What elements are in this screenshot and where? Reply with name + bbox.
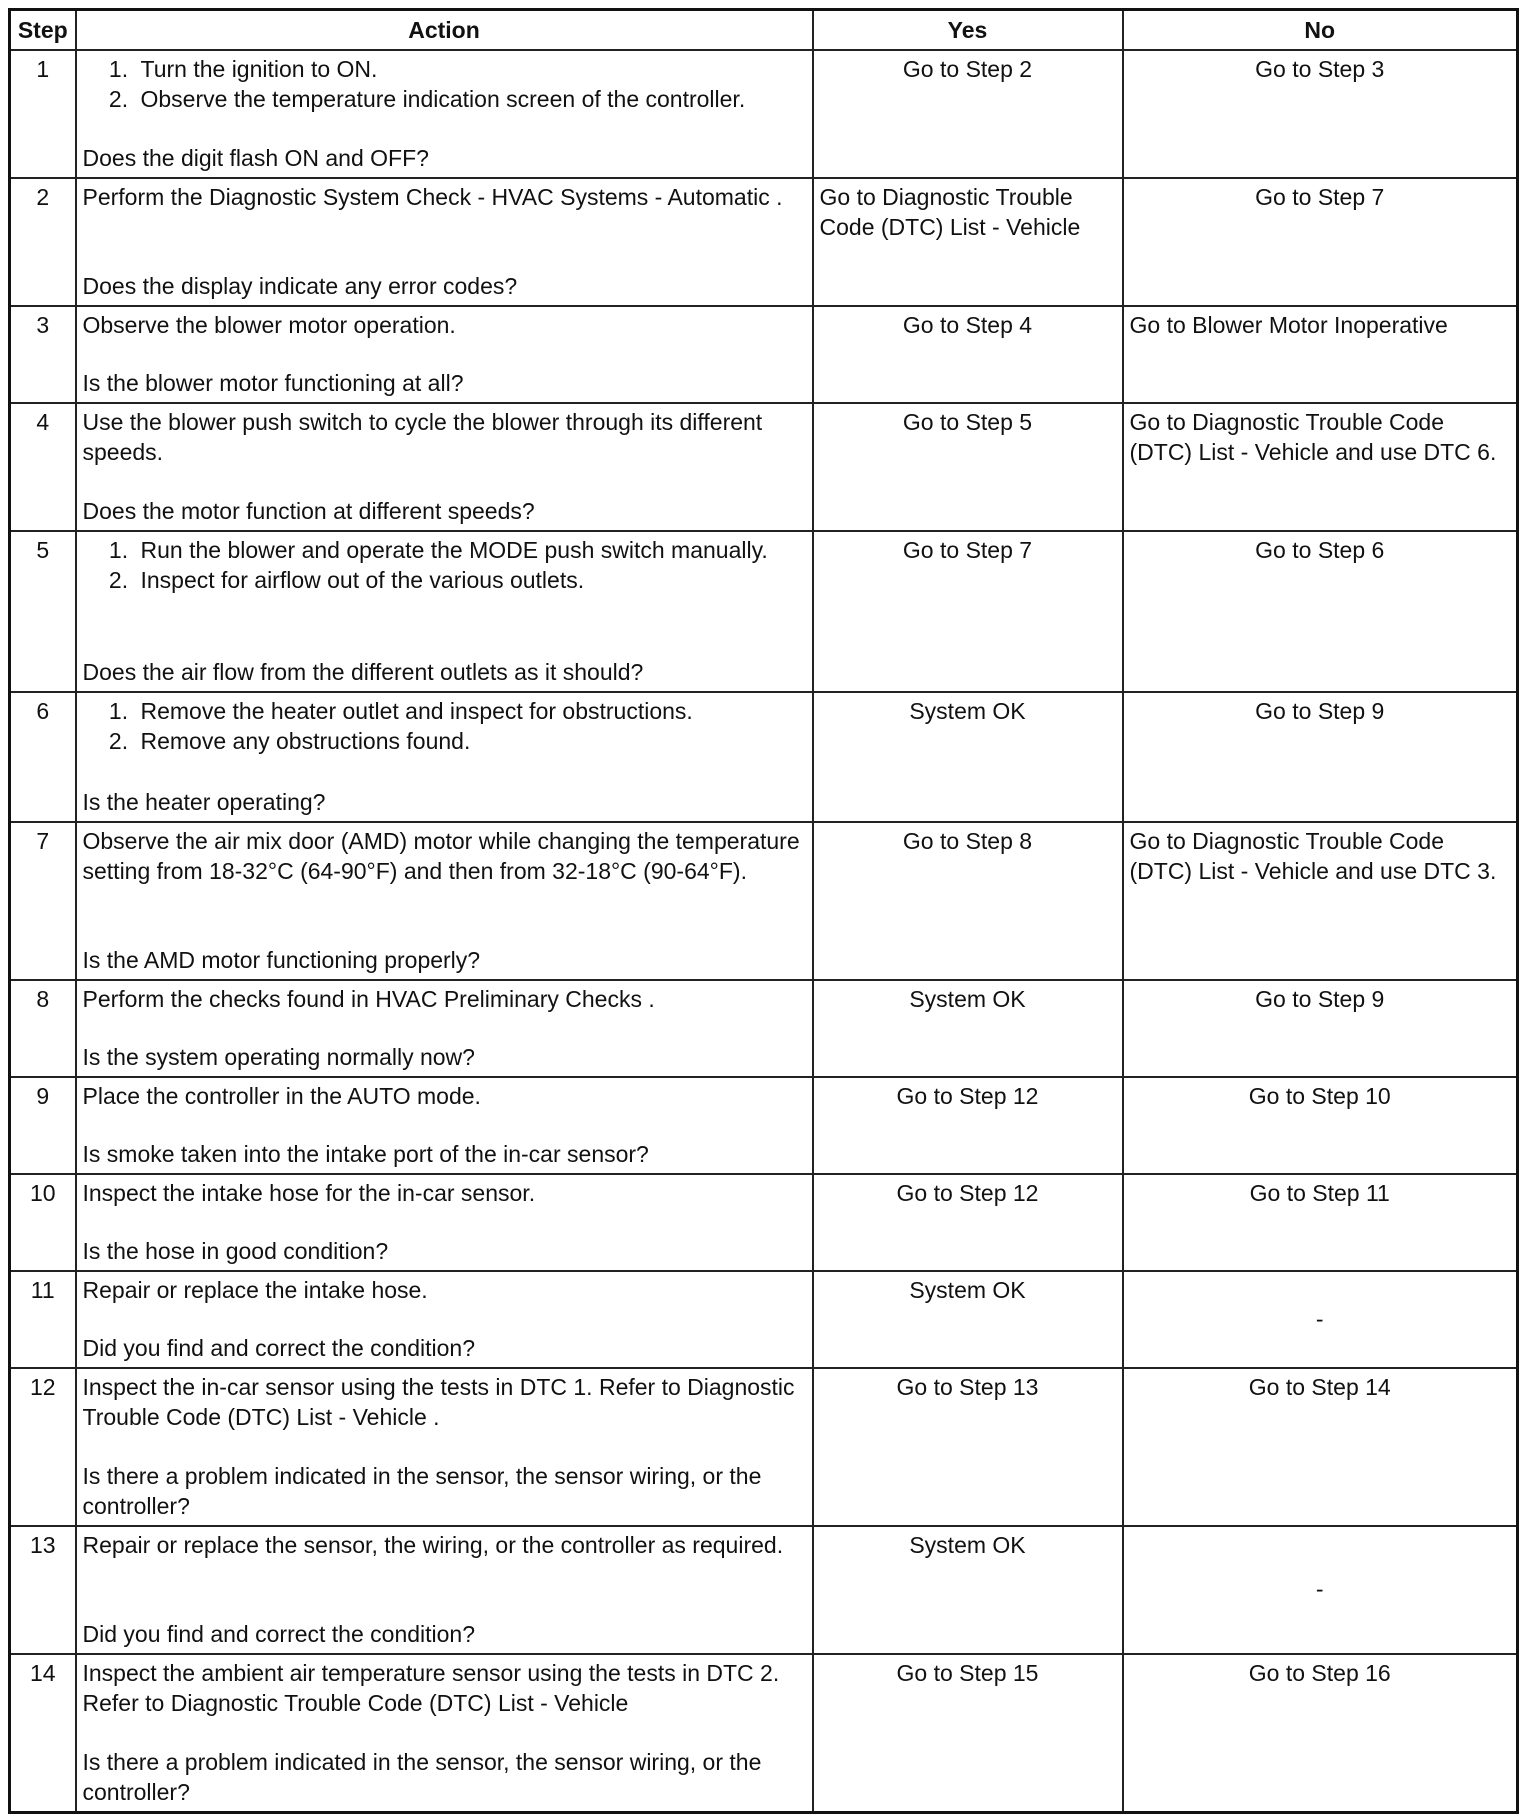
- table-row: [10, 403, 1518, 531]
- question-text: Is the hose in good condition?: [82, 1237, 389, 1264]
- action-cell: [76, 403, 813, 531]
- yes-result: Go to Diagnostic Trouble Code (DTC) List - Vehicle: [813, 178, 1123, 306]
- action-cell: [76, 50, 813, 178]
- yes-result: Go to Step 4: [813, 306, 1123, 403]
- step-number: 14: [10, 1654, 76, 1813]
- action-content: [83, 1275, 806, 1363]
- table-row: [10, 1077, 1518, 1174]
- table-row: [10, 980, 1518, 1077]
- table-body: [10, 50, 1518, 1813]
- instruction-text: Perform the checks found in HVAC Preliminary Checks .: [82, 985, 655, 1012]
- action-cell: [76, 531, 813, 692]
- no-result: Go to Step 10: [1123, 1077, 1518, 1174]
- instruction-text: Use the blower push switch to cycle the blower through its different speeds.: [82, 408, 763, 465]
- question-text: Does the air flow from the different outlets as it should?: [82, 658, 644, 685]
- step-number: 6: [10, 692, 76, 822]
- instruction-text: Repair or replace the sensor, the wiring, or the controller as required.: [82, 1531, 784, 1558]
- instruction-text: Observe the air mix door (AMD) motor while changing the temperature setting from 18-32°C (64-90°F) and then from 32-18°C (90-64°F).: [82, 827, 800, 884]
- step-number: 10: [10, 1174, 76, 1271]
- action-content: [83, 182, 806, 301]
- yes-result: Go to Step 12: [813, 1077, 1123, 1174]
- action-content: [83, 1530, 806, 1649]
- question-text: Does the motor function at different speeds?: [82, 497, 535, 524]
- action-content: [83, 696, 806, 817]
- no-result: Go to Step 14: [1123, 1368, 1518, 1526]
- question-text: Is the AMD motor functioning properly?: [82, 946, 481, 973]
- action-content: [83, 1178, 806, 1266]
- diagnostic-table: [8, 8, 1519, 1814]
- step-number: 5: [10, 531, 76, 692]
- step-number: 4: [10, 403, 76, 531]
- table-row: [10, 306, 1518, 403]
- step-number: 3: [10, 306, 76, 403]
- yes-result: Go to Step 13: [813, 1368, 1123, 1526]
- step-number: 1: [10, 50, 76, 178]
- yes-result: Go to Step 7: [813, 531, 1123, 692]
- instruction-text: Inspect the in-car sensor using the tests in DTC 1. Refer to Diagnostic Trouble Code (DTC) List - Vehicle .: [82, 1373, 795, 1430]
- table-row: [10, 1271, 1518, 1368]
- instruction-list: [83, 54, 806, 114]
- table-row: [10, 1174, 1518, 1271]
- step-number: 12: [10, 1368, 76, 1526]
- action-cell: [76, 1654, 813, 1813]
- page: [8, 8, 1516, 1808]
- step-number: 2: [10, 178, 76, 306]
- no-result: Go to Step 9: [1123, 692, 1518, 822]
- action-content: [83, 535, 806, 687]
- step-number: 9: [10, 1077, 76, 1174]
- yes-result: System OK: [813, 1271, 1123, 1368]
- question-text: Is the blower motor functioning at all?: [82, 369, 464, 396]
- instruction-text: Place the controller in the AUTO mode.: [82, 1082, 481, 1109]
- no-result: Go to Step 3: [1123, 50, 1518, 178]
- question-text: Does the digit flash ON and OFF?: [82, 144, 429, 171]
- action-content: [83, 1658, 806, 1807]
- table-row: [10, 531, 1518, 692]
- no-result: Go to Step 6: [1123, 531, 1518, 692]
- question-text: Is smoke taken into the intake port of the in-car sensor?: [82, 1140, 649, 1167]
- action-content: [83, 54, 806, 173]
- action-content: [83, 984, 806, 1072]
- step-number: 8: [10, 980, 76, 1077]
- no-result: Go to Step 16: [1123, 1654, 1518, 1813]
- action-cell: [76, 980, 813, 1077]
- yes-result: Go to Step 2: [813, 50, 1123, 178]
- yes-result: Go to Step 12: [813, 1174, 1123, 1271]
- instruction-item: 2. Inspect for airflow out of the various outlets.: [135, 565, 806, 595]
- action-cell: [76, 1526, 813, 1654]
- yes-result: System OK: [813, 980, 1123, 1077]
- action-cell: [76, 1174, 813, 1271]
- no-result: Go to Diagnostic Trouble Code (DTC) List - Vehicle and use DTC 6.: [1123, 403, 1518, 531]
- step-number: 13: [10, 1526, 76, 1654]
- action-cell: [76, 1077, 813, 1174]
- yes-result: Go to Step 15: [813, 1654, 1123, 1813]
- table-row: [10, 178, 1518, 306]
- question-text: Is there a problem indicated in the sensor, the sensor wiring, or the controller?: [82, 1748, 762, 1805]
- question-text: Did you find and correct the condition?: [82, 1334, 476, 1361]
- yes-result: System OK: [813, 1526, 1123, 1654]
- instruction-item: 1. Turn the ignition to ON.: [135, 54, 806, 84]
- table-row: [10, 1654, 1518, 1813]
- table-row: [10, 1526, 1518, 1654]
- instruction-item: 2. Remove any obstructions found.: [135, 726, 806, 756]
- instruction-text: Repair or replace the intake hose.: [82, 1276, 428, 1303]
- action-cell: [76, 178, 813, 306]
- instruction-text: Observe the blower motor operation.: [82, 311, 456, 338]
- table-row: [10, 822, 1518, 980]
- instruction-list: [83, 535, 806, 595]
- question-text: Is there a problem indicated in the sensor, the sensor wiring, or the controller?: [82, 1462, 762, 1519]
- question-text: Is the system operating normally now?: [82, 1043, 475, 1070]
- step-number: 7: [10, 822, 76, 980]
- instruction-list: [83, 696, 806, 756]
- instruction-item: 1. Remove the heater outlet and inspect for obstructions.: [135, 696, 806, 726]
- action-content: [83, 1081, 806, 1169]
- action-cell: [76, 306, 813, 403]
- action-cell: [76, 1368, 813, 1526]
- no-result: -: [1123, 1526, 1518, 1654]
- no-result: Go to Diagnostic Trouble Code (DTC) List - Vehicle and use DTC 3.: [1123, 822, 1518, 980]
- action-content: [83, 407, 806, 526]
- yes-result: Go to Step 5: [813, 403, 1123, 531]
- table-row: [10, 1368, 1518, 1526]
- instruction-text: Perform the Diagnostic System Check - HVAC Systems - Automatic .: [82, 183, 783, 210]
- action-cell: [76, 692, 813, 822]
- no-result: Go to Step 7: [1123, 178, 1518, 306]
- question-text: Is the heater operating?: [82, 788, 326, 815]
- step-number: 11: [10, 1271, 76, 1368]
- header-yes: Yes: [813, 10, 1123, 50]
- no-result: Go to Step 11: [1123, 1174, 1518, 1271]
- action-content: [83, 310, 806, 398]
- table-row: [10, 692, 1518, 822]
- action-cell: [76, 1271, 813, 1368]
- instruction-item: 2. Observe the temperature indication screen of the controller.: [135, 84, 806, 114]
- no-result: Go to Step 9: [1123, 980, 1518, 1077]
- header-step: Step: [10, 10, 76, 50]
- instruction-text: Inspect the ambient air temperature sensor using the tests in DTC 2. Refer to Diagnostic Trouble Code (DTC) List - Vehicle: [82, 1659, 780, 1716]
- instruction-item: 1. Run the blower and operate the MODE push switch manually.: [135, 535, 806, 565]
- instruction-text: Inspect the intake hose for the in-car sensor.: [82, 1179, 536, 1206]
- yes-result: Go to Step 8: [813, 822, 1123, 980]
- header-no: No: [1123, 10, 1518, 50]
- action-content: [83, 1372, 806, 1521]
- question-text: Does the display indicate any error codes?: [82, 272, 518, 299]
- action-content: [83, 826, 806, 975]
- question-text: Did you find and correct the condition?: [82, 1620, 476, 1647]
- header-action: Action: [76, 10, 813, 50]
- action-cell: [76, 822, 813, 980]
- table-row: [10, 50, 1518, 178]
- yes-result: System OK: [813, 692, 1123, 822]
- no-result: -: [1123, 1271, 1518, 1368]
- header-row: [10, 10, 1518, 50]
- no-result: Go to Blower Motor Inoperative: [1123, 306, 1518, 403]
